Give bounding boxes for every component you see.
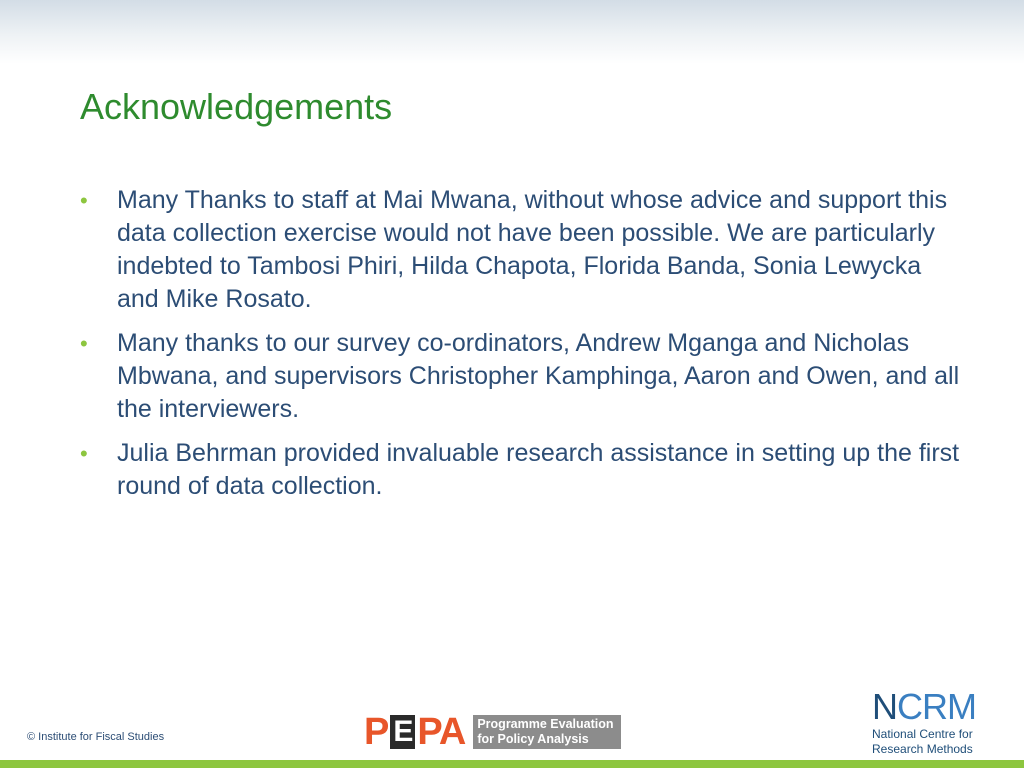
bullet-icon: • xyxy=(80,331,88,356)
bullet-text: Many thanks to our survey co-ordinators, Andrew Mganga and Nicholas Mbwana, and supervisors Christopher Kamphinga, Aaron and Owen, and all the interviewers. xyxy=(117,329,960,423)
copyright-notice: © Institute for Fiscal Studies xyxy=(27,731,165,743)
pepa-letter-p: P xyxy=(364,710,389,753)
ncrm-wordmark xyxy=(872,688,992,726)
pepa-letters-pa: PA xyxy=(417,710,466,753)
slide-title: Acknowledgements xyxy=(80,86,393,127)
pepa-caption-line2: for Policy Analysis xyxy=(477,732,589,746)
bullet-text: Many Thanks to staff at Mai Mwana, without whose advice and support this data collection exercise would not have been possible. We are particularly indebted to Tambosi Phiri, Hilda Chapota, Florida Banda, Sonia Lewycka and Mike Rosato. xyxy=(117,186,948,313)
bullet-icon: • xyxy=(80,441,88,466)
bottom-accent-bar xyxy=(0,760,1024,768)
bullet-item xyxy=(80,327,960,426)
pepa-caption-line1: Programme Evaluation xyxy=(477,717,614,731)
ncrm-mark-rest: CRM xyxy=(897,686,976,727)
bullet-item xyxy=(80,184,960,316)
pepa-wordmark xyxy=(364,711,465,754)
ncrm-logo xyxy=(872,688,992,756)
bullet-item xyxy=(80,437,960,503)
header-gradient-band xyxy=(0,0,1024,64)
pepa-letter-e: E xyxy=(390,715,415,749)
ncrm-mark-n: N xyxy=(872,686,897,727)
pepa-logo xyxy=(364,712,621,752)
bullet-list xyxy=(80,184,960,514)
bullet-icon: • xyxy=(80,188,88,213)
bullet-text: Julia Behrman provided invaluable research assistance in setting up the first round of data collection. xyxy=(117,439,960,500)
ncrm-subtitle-line1: National Centre for xyxy=(872,727,973,741)
ncrm-subtitle-line2: Research Methods xyxy=(872,742,973,756)
pepa-caption xyxy=(473,715,621,749)
